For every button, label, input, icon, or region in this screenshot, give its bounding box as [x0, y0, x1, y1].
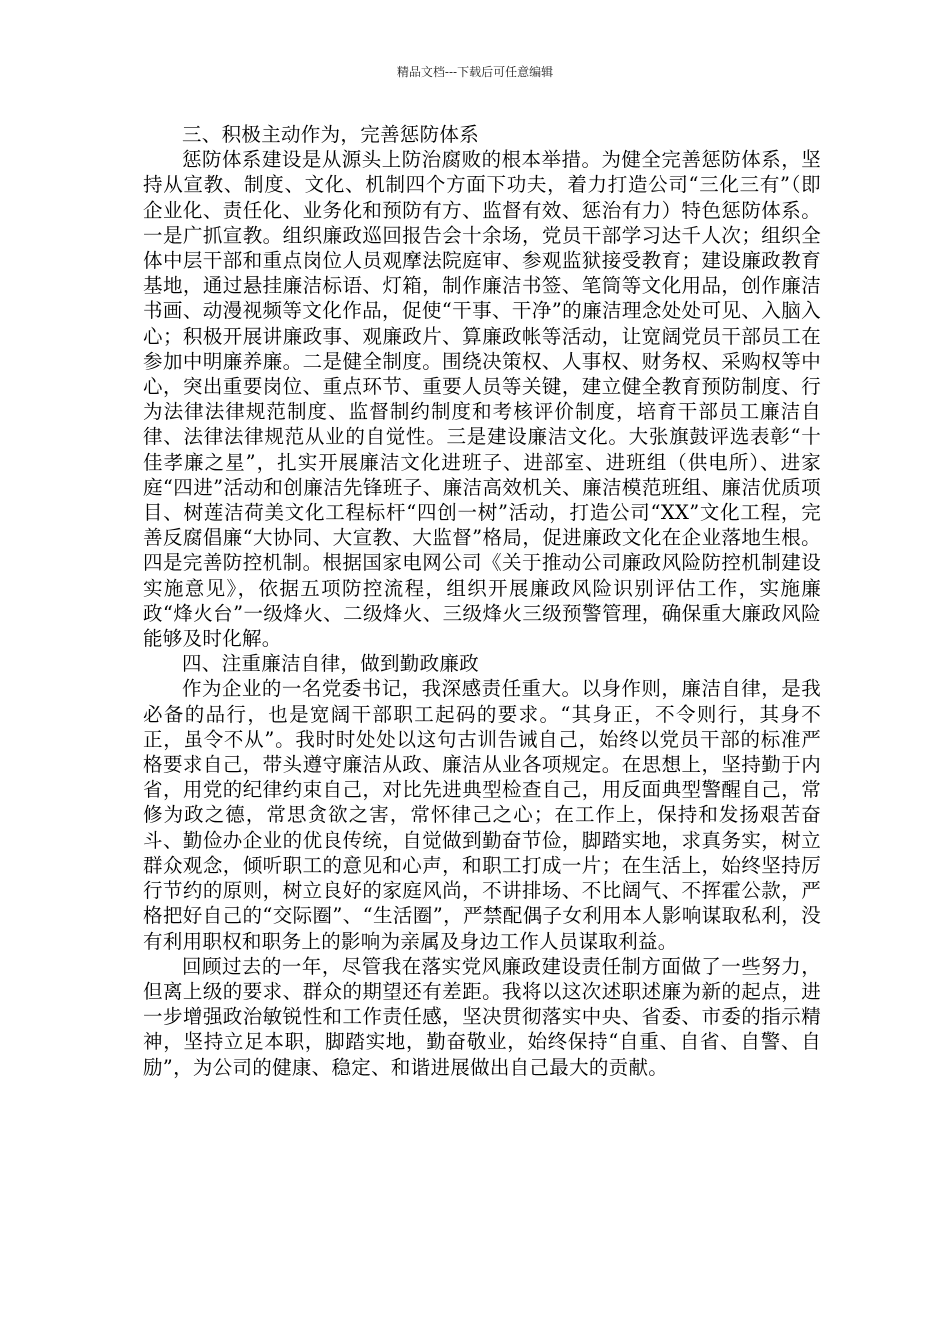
document-body	[143, 122, 821, 1080]
section-4-heading: 四、注重廉洁自律，做到勤政廉政	[182, 652, 480, 676]
section-3-paragraph: 惩防体系建设是从源头上防治腐败的根本举措。为健全完善惩防体系，坚持从宣教、制度、文化、机制四个方面下功夫，着力打造公司“三化三有”（即企业化、责任化、业务化和预防有方、监督有效、惩治有力）特色惩防体系。一是广抓宣教。组织廉政巡回报告会十余场，党员干部学习达千人次；组织全体中层干部和重点岗位人员观摩法院庭审、参观监狱接受教育；建设廉政教育基地，通过悬挂廉洁标语、灯箱，制作廉洁书签、笔筒等文化用品，创作廉洁书画、动漫视频等文化作品，促使“干事、干净”的廉洁理念处处可见、入脑入心；积极开展讲廉政事、观廉政片、算廉政帐等活动，让宽阔党员干部员工在参加中明廉养廉。二是健全制度。围绕决策权、人事权、财务权、采购权等中心，突出重要岗位、重点环节、重要人员等关键，建立健全教育预防制度、行为法律法律规范制度、监督制约制度和考核评价制度，培育干部员工廉洁自律、法律法律规范从业的自觉性。三是建设廉洁文化。大张旗鼓评选表彰“十佳孝廉之星”，扎实开展廉洁文化进班子、进部室、进班组（供电所）、进家庭“四进”活动和创廉洁先锋班子、廉洁高效机关、廉洁模范班组、廉洁优质项目、树莲洁荷美文化工程标杆“四创一树”活动，打造公司“XX”文化工程，完善反腐倡廉“大协同、大宣教、大监督”格局，促进廉政文化在企业落地生根。四是完善防控机制。根据国家电网公司《关于推动公司廉政风险防控机制建设实施意见》，依据五项防控流程，组织开展廉政风险识别评估工作，实施廉政“烽火台”一级烽火、二级烽火、三级烽火三级预警管理，确保重大廉政风险能够及时化解。	[143, 148, 821, 651]
page-header: 精品文档---下载后可任意编辑	[396, 65, 554, 79]
section-3-heading: 三、积极主动作为，完善惩防体系	[182, 123, 480, 146]
section-4-paragraph-1: 作为企业的一名党委书记，我深感责任重大。以身作则，廉洁自律，是我必备的品行，也是宽阔干部职工起码的要求。“其身正，不令则行，其身不正，虽令不从”。我时时处处以这句古训告诫自己，始终以党员干部的标准严格要求自己，带头遵守廉洁从政、廉洁从业各项规定。在思想上，坚持勤于内省，用党的纪律约束自己，对比先进典型检查自己，用反面典型警醒自己，常修为政之德，常思贪欲之害，常怀律己之心；在工作上，保持和发扬艰苦奋斗、勤俭办企业的优良传统，自觉做到勤奋节俭，脚踏实地，求真务实，树立群众观念，倾听职工的意见和心声，和职工打成一片；在生活上，始终坚持厉行节约的原则，树立良好的家庭风尚，不讲排场、不比阔气、不挥霍公款，严格把好自己的“交际圈”、“生活圈”，严禁配偶子女利用本人影响谋取私利，没有利用职权和职务上的影响为亲属及身边工作人员谋取利益。	[143, 677, 821, 953]
section-4-paragraph-2: 回顾过去的一年，尽管我在落实党风廉政建设责任制方面做了一些努力，但离上级的要求、群众的期望还有差距。我将以这次述职述廉为新的起点，进一步增强政治敏锐性和工作责任感，坚决贯彻落实中央、省委、市委的指示精神，坚持立足本职，脚踏实地，勤奋敬业，始终保持“自重、自省、自警、自励”，为公司的健康、稳定、和谐进展做出自己最大的贡献。	[143, 954, 821, 1079]
